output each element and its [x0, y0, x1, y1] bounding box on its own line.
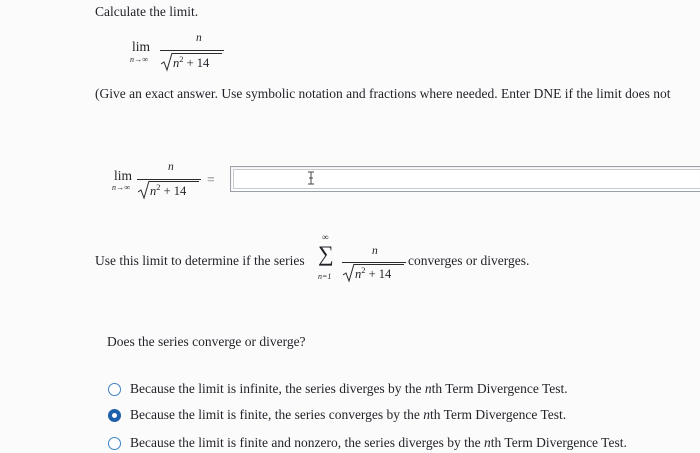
- radio-button[interactable]: [108, 383, 121, 396]
- lim-subscript: n→∞: [130, 55, 149, 64]
- radicand-rest: + 14: [160, 184, 187, 198]
- fraction-numerator: n: [196, 32, 202, 44]
- radicand-var: n: [355, 267, 362, 281]
- fraction-denominator: [138, 180, 204, 200]
- sigma-lower: n=1: [318, 272, 332, 281]
- sigma-upper: ∞: [322, 232, 329, 242]
- fraction-bar: [160, 50, 224, 51]
- option-row-selected[interactable]: [108, 407, 668, 425]
- radical-sign-icon: [138, 180, 150, 200]
- radicand-var: n: [150, 184, 157, 198]
- sigma-icon: ∑: [318, 241, 334, 266]
- converge-question: Does the series converge or diverge?: [107, 334, 306, 349]
- series-denominator: [343, 263, 409, 283]
- radical-sign-icon: [161, 52, 173, 72]
- instruction-text: (Give an exact answer. Use symbolic notation and fractions where needed. Enter DNE if the limit does not: [95, 86, 671, 101]
- series-question-suffix: converges or diverges.: [408, 253, 530, 268]
- equals-sign: =: [207, 172, 215, 187]
- radio-button-selected[interactable]: [108, 409, 121, 422]
- lim-label: lim: [114, 168, 133, 183]
- option-label[interactable]: Because the limit is finite and nonzero, the series diverges by the nth Term Divergence Test.: [130, 435, 627, 450]
- lim-label: lim: [132, 39, 151, 54]
- question-prompt: Calculate the limit.: [95, 4, 199, 19]
- radicand-rest: + 14: [183, 56, 210, 70]
- radicand-var: n: [173, 56, 180, 70]
- radicand-power: 2: [156, 182, 161, 192]
- series-numerator: n: [372, 245, 378, 257]
- option-row[interactable]: [108, 435, 698, 453]
- series-question-prefix: Use this limit to determine if the series: [95, 253, 305, 268]
- lim-subscript: n→∞: [112, 183, 131, 192]
- limit-expression-answer: [110, 158, 220, 202]
- radicand-rest: + 14: [365, 267, 392, 281]
- radicand-power: 2: [361, 265, 366, 275]
- option-label[interactable]: Because the limit is infinite, the series diverges by the nth Term Divergence Test.: [130, 381, 568, 396]
- limit-expression: [128, 28, 228, 74]
- fraction-numerator: n: [168, 161, 174, 173]
- radicand-power: 2: [179, 54, 184, 64]
- option-label[interactable]: Because the limit is finite, the series converges by the nth Term Divergence Test.: [130, 407, 567, 422]
- option-row[interactable]: [108, 381, 668, 399]
- series-expression: [314, 232, 406, 293]
- radical-sign-icon: [343, 263, 355, 283]
- fraction-denominator: [161, 52, 227, 72]
- text-cursor-icon: [306, 171, 316, 185]
- limit-answer-input[interactable]: [230, 166, 700, 192]
- radio-button[interactable]: [108, 437, 121, 450]
